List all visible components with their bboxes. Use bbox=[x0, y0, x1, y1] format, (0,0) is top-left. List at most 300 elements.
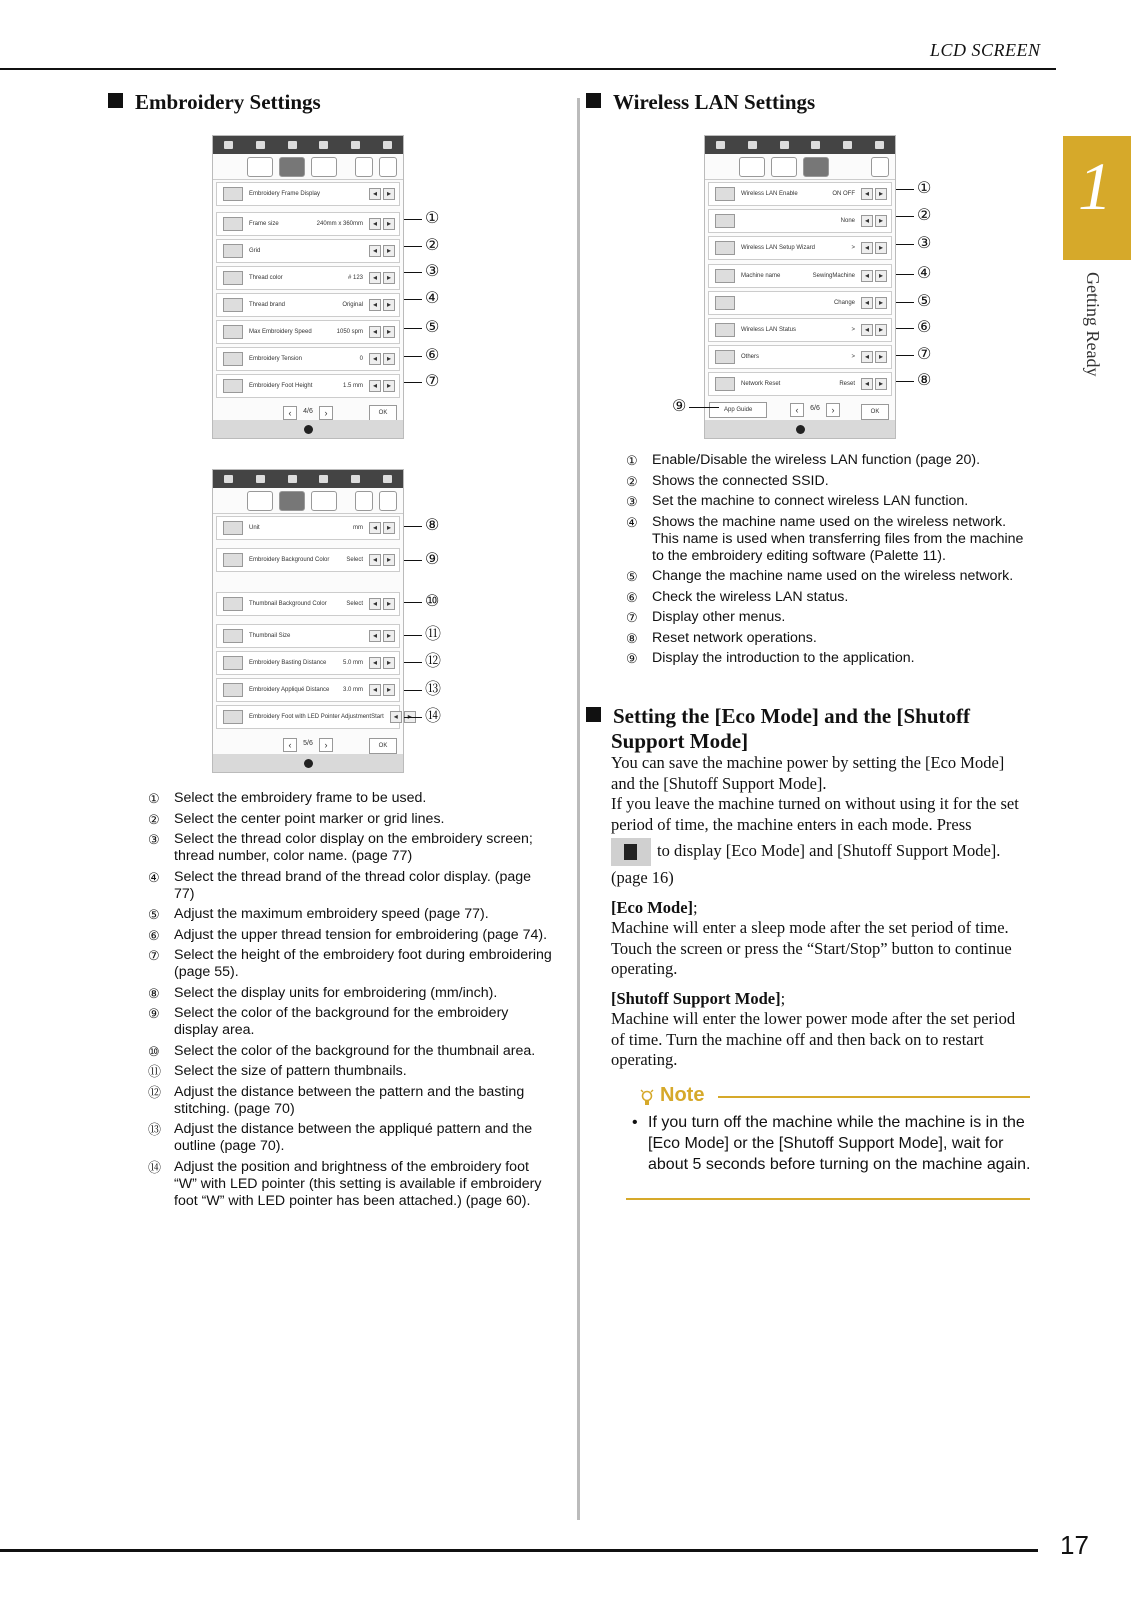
list-item bbox=[148, 831, 553, 865]
decrease-icon[interactable]: ◂ bbox=[369, 272, 381, 284]
callout-line bbox=[404, 272, 422, 273]
shutoff-subheading bbox=[611, 989, 785, 1010]
ok-button[interactable]: OK bbox=[369, 405, 397, 421]
callout-6 bbox=[404, 348, 439, 364]
increase-icon[interactable]: ▸ bbox=[383, 353, 395, 365]
list-item bbox=[148, 1121, 553, 1155]
chapter-title: Getting Ready bbox=[1083, 272, 1103, 377]
increase-icon[interactable]: ▸ bbox=[383, 657, 395, 669]
setting-controls bbox=[369, 218, 395, 230]
item-number: ⑨ bbox=[626, 651, 638, 666]
setting-controls bbox=[861, 270, 887, 282]
screen-footer bbox=[213, 420, 403, 438]
heading-bullet bbox=[108, 93, 123, 108]
increase-icon[interactable]: ▸ bbox=[383, 218, 395, 230]
callout-6 bbox=[404, 682, 441, 698]
header-rule bbox=[0, 68, 1056, 70]
subheading-text: [Shutoff Support Mode] bbox=[611, 989, 781, 1008]
increase-icon[interactable]: ▸ bbox=[383, 554, 395, 566]
list-item bbox=[148, 1084, 553, 1118]
note-top-rule bbox=[718, 1096, 1030, 1098]
setting-label: Embroidery Appliqué Distance bbox=[249, 687, 330, 693]
increase-icon[interactable]: ▸ bbox=[875, 215, 887, 227]
callout-1 bbox=[896, 181, 931, 197]
setting-label: Embroidery Frame Display bbox=[249, 191, 321, 197]
setting-icon bbox=[223, 553, 243, 567]
item-number: ⑤ bbox=[626, 569, 638, 584]
setting-row bbox=[708, 182, 892, 206]
help-icon bbox=[288, 475, 297, 483]
setting-row bbox=[216, 651, 400, 675]
item-number: ⑤ bbox=[148, 907, 160, 922]
setting-row bbox=[216, 293, 400, 317]
increase-icon[interactable]: ▸ bbox=[875, 297, 887, 309]
decrease-icon[interactable]: ◂ bbox=[369, 630, 381, 642]
decrease-icon[interactable]: ◂ bbox=[861, 270, 873, 282]
item-number: ⑭ bbox=[148, 1159, 162, 1175]
item-text: Select the color of the background for the embroidery display area. bbox=[174, 1005, 509, 1038]
embroidery-tab-icon[interactable] bbox=[279, 491, 305, 511]
decrease-icon[interactable]: ◂ bbox=[861, 242, 873, 254]
setting-value: 0 bbox=[359, 356, 363, 362]
thread-icon bbox=[319, 475, 328, 483]
decrease-icon[interactable]: ◂ bbox=[861, 215, 873, 227]
eco-page-ref: (page 16) bbox=[611, 868, 674, 887]
list-item bbox=[148, 811, 553, 828]
decrease-icon[interactable]: ◂ bbox=[369, 657, 381, 669]
page-number: 17 bbox=[1060, 1530, 1089, 1560]
decrease-icon[interactable]: ◂ bbox=[369, 554, 381, 566]
increase-icon[interactable]: ▸ bbox=[383, 684, 395, 696]
callout-line bbox=[896, 244, 914, 245]
setting-label: Machine name bbox=[741, 273, 781, 279]
list-item bbox=[148, 1005, 553, 1039]
increase-icon[interactable]: ▸ bbox=[875, 242, 887, 254]
callout-4 bbox=[896, 266, 931, 282]
item-number: ③ bbox=[626, 494, 638, 509]
chapter-number: 1 bbox=[1078, 148, 1112, 224]
ok-button[interactable]: OK bbox=[369, 738, 397, 754]
screen-toolbar bbox=[213, 136, 403, 154]
setting-row bbox=[216, 624, 400, 648]
decrease-icon[interactable]: ◂ bbox=[369, 245, 381, 257]
callout-9 bbox=[672, 399, 719, 415]
item-text: Reset network operations. bbox=[652, 629, 817, 646]
wireless-lan-list bbox=[626, 452, 1031, 671]
setting-controls bbox=[861, 351, 887, 363]
callout-number: ⑥ bbox=[425, 347, 440, 364]
callout-4 bbox=[404, 627, 441, 643]
heading-bullet bbox=[586, 707, 601, 722]
decrease-icon[interactable]: ◂ bbox=[861, 324, 873, 336]
screen-tab-icon[interactable] bbox=[379, 491, 397, 511]
setting-row bbox=[216, 266, 400, 290]
item-number: ⑧ bbox=[148, 985, 160, 1001]
screen-tabs bbox=[213, 154, 403, 180]
increase-icon[interactable]: ▸ bbox=[875, 270, 887, 282]
page-indicator: 6/6 bbox=[810, 405, 820, 412]
decrease-icon[interactable]: ◂ bbox=[861, 378, 873, 390]
setting-row bbox=[216, 320, 400, 344]
setting-icon bbox=[223, 325, 243, 339]
callout-3 bbox=[404, 264, 439, 280]
callout-line bbox=[404, 662, 422, 663]
item-number: ① bbox=[626, 453, 638, 468]
setting-icon bbox=[715, 214, 735, 228]
setting-controls bbox=[369, 380, 395, 392]
memo-icon bbox=[748, 141, 757, 149]
wifi-tab-icon[interactable] bbox=[311, 491, 337, 511]
decrease-icon[interactable]: ◂ bbox=[369, 380, 381, 392]
screen-toolbar bbox=[705, 136, 895, 154]
help-icon bbox=[780, 141, 789, 149]
increase-icon[interactable]: ▸ bbox=[383, 245, 395, 257]
setting-icon bbox=[223, 271, 243, 285]
setting-controls bbox=[861, 378, 887, 390]
settings-tab-icon[interactable] bbox=[355, 157, 373, 177]
callout-number: ① bbox=[917, 180, 932, 197]
setting-label: Embroidery Background Color bbox=[249, 557, 330, 563]
callout-line bbox=[896, 328, 914, 329]
screen-tab-icon[interactable] bbox=[871, 157, 889, 177]
callout-number: ⑬ bbox=[425, 681, 442, 698]
list-item bbox=[626, 493, 1031, 510]
item-text: Change the machine name used on the wireless network. bbox=[652, 568, 1014, 584]
list-item bbox=[626, 568, 1031, 585]
decrease-icon[interactable]: ◂ bbox=[861, 188, 873, 200]
setting-row bbox=[216, 592, 400, 616]
item-text: Check the wireless LAN status. bbox=[652, 588, 849, 605]
increase-icon[interactable]: ▸ bbox=[383, 272, 395, 284]
thread-icon bbox=[811, 141, 820, 149]
list-item bbox=[626, 473, 1031, 490]
setting-label: Network Reset bbox=[741, 381, 781, 387]
column-divider bbox=[577, 98, 580, 1520]
callout-line bbox=[896, 189, 914, 190]
wireless-lan-screen bbox=[704, 135, 896, 439]
callout-number: ⑤ bbox=[917, 293, 932, 310]
item-number: ③ bbox=[148, 832, 160, 847]
item-number: ④ bbox=[626, 514, 638, 530]
decrease-icon[interactable]: ◂ bbox=[369, 353, 381, 365]
setting-value: Original bbox=[342, 302, 363, 308]
setting-controls bbox=[861, 324, 887, 336]
setting-value: Start bbox=[371, 714, 384, 720]
subheading-punct: ; bbox=[780, 989, 786, 1008]
callout-number: ⑥ bbox=[917, 319, 932, 336]
list-item bbox=[148, 790, 553, 807]
lock-icon bbox=[351, 475, 360, 483]
heading-text: Wireless LAN Settings bbox=[613, 90, 816, 114]
item-text: Select the display units for embroidering (mm/inch). bbox=[174, 984, 498, 1001]
setting-controls bbox=[861, 188, 887, 200]
decrease-icon[interactable]: ◂ bbox=[369, 299, 381, 311]
prev-page-icon[interactable]: ‹ bbox=[283, 738, 297, 752]
decrease-icon[interactable]: ◂ bbox=[861, 351, 873, 363]
prev-page-icon[interactable]: ‹ bbox=[283, 406, 297, 420]
setting-icon bbox=[223, 244, 243, 258]
callout-line bbox=[404, 526, 422, 527]
item-text: Adjust the distance between the pattern and the basting stitching. (page 70) bbox=[174, 1083, 525, 1117]
setting-value: 240mm x 360mm bbox=[316, 221, 363, 227]
note-bottom-rule bbox=[626, 1198, 1030, 1200]
home-icon bbox=[383, 475, 392, 483]
item-number: ⑦ bbox=[626, 610, 638, 625]
setting-row bbox=[216, 239, 400, 263]
list-item bbox=[626, 650, 1031, 667]
embroidery-settings-screen-2 bbox=[212, 469, 404, 773]
callout-2 bbox=[404, 238, 439, 254]
setting-label: Thumbnail Background Color bbox=[249, 601, 327, 607]
setting-icon bbox=[223, 298, 243, 312]
note-body bbox=[632, 1112, 1032, 1175]
dot-icon bbox=[796, 425, 805, 434]
setting-row bbox=[708, 264, 892, 288]
list-item bbox=[626, 630, 1031, 647]
callout-4 bbox=[404, 291, 439, 307]
decrease-icon[interactable]: ◂ bbox=[369, 218, 381, 230]
callout-6 bbox=[896, 320, 931, 336]
note-lightbulb-icon bbox=[640, 1089, 654, 1107]
increase-icon[interactable]: ▸ bbox=[875, 378, 887, 390]
callout-line bbox=[896, 216, 914, 217]
increase-icon[interactable]: ▸ bbox=[875, 324, 887, 336]
item-text: Adjust the maximum embroidery speed (page 77). bbox=[174, 906, 489, 922]
item-text: Adjust the upper thread tension for embroidering (page 74). bbox=[174, 926, 548, 943]
setting-controls bbox=[369, 598, 395, 610]
setting-row bbox=[708, 209, 892, 233]
setting-controls bbox=[369, 684, 395, 696]
setting-controls bbox=[369, 326, 395, 338]
setting-value: Select bbox=[346, 601, 363, 607]
eco-mode-heading-2: Support Mode] bbox=[611, 729, 749, 753]
wifi-tab-icon[interactable] bbox=[803, 157, 829, 177]
increase-icon[interactable]: ▸ bbox=[875, 188, 887, 200]
setting-label: Frame size bbox=[249, 221, 279, 227]
embroidery-settings-heading bbox=[108, 90, 321, 115]
setting-value: None bbox=[840, 218, 855, 224]
setting-icon bbox=[223, 629, 243, 643]
setting-row bbox=[216, 548, 400, 572]
item-text: Select the thread color display on the embroidery screen; thread number, color name. (page 77) bbox=[174, 831, 533, 864]
eco-paragraph-1: You can save the machine power by setting the [Eco Mode] and the [Shutoff Support Mode]. bbox=[611, 753, 1005, 793]
list-item bbox=[148, 1043, 553, 1060]
setting-label: Grid bbox=[249, 248, 261, 254]
next-page-icon[interactable]: › bbox=[319, 738, 333, 752]
setting-icon bbox=[223, 683, 243, 697]
setting-icon bbox=[223, 379, 243, 393]
callout-5 bbox=[404, 320, 439, 336]
wifi-tab-icon[interactable] bbox=[311, 157, 337, 177]
callout-line bbox=[404, 246, 422, 247]
setting-icon bbox=[715, 377, 735, 391]
setting-value: mm bbox=[353, 525, 363, 531]
decrease-icon[interactable]: ◂ bbox=[369, 598, 381, 610]
setting-value: # 123 bbox=[347, 275, 363, 281]
callout-8 bbox=[896, 373, 931, 389]
setting-value: SewingMachine bbox=[812, 273, 855, 279]
heading-bullet bbox=[586, 93, 601, 108]
callout-number: ⑭ bbox=[425, 708, 442, 725]
setting-label: Embroidery Tension bbox=[249, 356, 302, 362]
increase-icon[interactable]: ▸ bbox=[383, 380, 395, 392]
setting-controls bbox=[369, 630, 395, 642]
setting-controls bbox=[369, 299, 395, 311]
increase-icon[interactable]: ▸ bbox=[383, 522, 395, 534]
setting-label: Wireless LAN Status bbox=[741, 327, 797, 333]
memo-icon bbox=[256, 475, 265, 483]
dot-icon bbox=[304, 759, 313, 768]
increase-icon[interactable]: ▸ bbox=[383, 188, 395, 200]
setting-value: Reset bbox=[839, 381, 855, 387]
item-number: ② bbox=[626, 473, 638, 489]
callout-number: ② bbox=[917, 207, 932, 224]
wifi-icon bbox=[224, 141, 233, 149]
thread-icon bbox=[319, 141, 328, 149]
embroidery-tab-icon[interactable] bbox=[771, 157, 797, 177]
heading-text: Setting the [Eco Mode] and the [Shutoff bbox=[613, 704, 970, 728]
setting-row bbox=[708, 291, 892, 315]
list-item bbox=[626, 609, 1031, 626]
setting-row bbox=[708, 318, 892, 342]
next-page-icon[interactable]: › bbox=[319, 406, 333, 420]
setting-value: > bbox=[851, 245, 855, 251]
callout-3 bbox=[896, 236, 931, 252]
eco-paragraph-2: If you leave the machine turned on without using it for the set period of time, the machine enters in each mode. Press bbox=[611, 794, 1019, 834]
dot-icon bbox=[304, 425, 313, 434]
setting-value: 3.0 mm bbox=[342, 687, 363, 693]
callout-number: ⑦ bbox=[917, 346, 932, 363]
eco-mode-text: Machine will enter a sleep mode after the set period of time. Touch the screen or press the “Start/Stop” button to continue operating. bbox=[611, 918, 1012, 978]
setting-row bbox=[708, 236, 892, 260]
setting-value: Select bbox=[346, 557, 363, 563]
callout-number: ④ bbox=[917, 265, 932, 282]
item-text: Select the height of the embroidery foot during embroidering (page 55). bbox=[174, 947, 552, 980]
increase-icon[interactable]: ▸ bbox=[383, 598, 395, 610]
item-number: ⑩ bbox=[148, 1043, 160, 1059]
help-icon bbox=[288, 141, 297, 149]
item-text: Set the machine to connect wireless LAN function. bbox=[652, 493, 969, 509]
decrease-icon[interactable]: ◂ bbox=[369, 326, 381, 338]
callout-line bbox=[404, 328, 422, 329]
setting-label: Unit bbox=[249, 525, 260, 531]
eco-mode-subheading bbox=[611, 898, 698, 919]
next-page-icon[interactable]: › bbox=[826, 403, 840, 417]
decrease-icon[interactable]: ◂ bbox=[861, 297, 873, 309]
sewing-tab-icon[interactable] bbox=[247, 157, 273, 177]
callout-line bbox=[404, 219, 422, 220]
increase-icon[interactable]: ▸ bbox=[383, 630, 395, 642]
screen-tab-icon[interactable] bbox=[379, 157, 397, 177]
list-item bbox=[626, 452, 1031, 469]
screen-footer bbox=[213, 754, 403, 772]
sewing-tab-icon[interactable] bbox=[247, 491, 273, 511]
item-number: ⑨ bbox=[148, 1006, 160, 1021]
callout-line bbox=[404, 602, 422, 603]
sewing-tab-icon[interactable] bbox=[739, 157, 765, 177]
eco-p3-text: to display [Eco Mode] and [Shutoff Support Mode]. bbox=[657, 840, 1001, 860]
list-item bbox=[148, 869, 553, 903]
section-header: LCD SCREEN bbox=[930, 40, 1041, 60]
settings-tab-icon[interactable] bbox=[355, 491, 373, 511]
lock-icon bbox=[351, 141, 360, 149]
callout-number: ⑨ bbox=[672, 398, 687, 415]
note-text: If you turn off the machine while the machine is in the [Eco Mode] or the [Shutoff Support Mode], wait for about 5 seconds before turning on the machine again. bbox=[648, 1114, 1031, 1173]
callout-number: ② bbox=[425, 237, 440, 254]
decrease-icon[interactable]: ◂ bbox=[369, 522, 381, 534]
setting-icon bbox=[715, 187, 735, 201]
setting-label: Thread color bbox=[249, 275, 283, 281]
callout-line bbox=[404, 690, 422, 691]
callout-1 bbox=[404, 518, 439, 534]
setting-label: Thread brand bbox=[249, 302, 286, 308]
callout-number: ⑧ bbox=[425, 517, 440, 534]
callout-number: ③ bbox=[917, 235, 932, 252]
increase-icon[interactable]: ▸ bbox=[875, 351, 887, 363]
setting-label: Wireless LAN Setup Wizard bbox=[741, 245, 816, 251]
setting-controls bbox=[861, 297, 887, 309]
decrease-icon[interactable]: ◂ bbox=[390, 711, 402, 723]
item-number: ⑥ bbox=[626, 589, 638, 605]
setting-label: Embroidery Foot with LED Pointer Adjustment bbox=[249, 714, 372, 720]
list-item bbox=[148, 927, 553, 944]
setting-label: Others bbox=[741, 354, 760, 360]
app-guide-button[interactable]: App Guide bbox=[709, 402, 767, 418]
increase-icon[interactable]: ▸ bbox=[383, 299, 395, 311]
setting-icon bbox=[715, 296, 735, 310]
setting-icon bbox=[223, 656, 243, 670]
prev-page-icon[interactable]: ‹ bbox=[790, 403, 804, 417]
setting-icon bbox=[223, 217, 243, 231]
setting-controls bbox=[369, 245, 395, 257]
callout-number: ⑨ bbox=[425, 551, 440, 568]
home-icon bbox=[383, 141, 392, 149]
page-indicator: 4/6 bbox=[303, 408, 313, 415]
callout-number: ⑫ bbox=[425, 653, 442, 670]
decrease-icon[interactable]: ◂ bbox=[369, 684, 381, 696]
item-text: Display the introduction to the application. bbox=[652, 650, 915, 666]
setting-label: Embroidery Basting Distance bbox=[249, 660, 327, 666]
callout-number: ⑧ bbox=[917, 372, 932, 389]
callout-line bbox=[404, 356, 422, 357]
home-icon bbox=[875, 141, 884, 149]
setting-controls bbox=[861, 215, 887, 227]
decrease-icon[interactable]: ◂ bbox=[369, 188, 381, 200]
setting-icon bbox=[223, 710, 243, 724]
setting-row bbox=[216, 374, 400, 398]
setting-controls bbox=[369, 522, 395, 534]
setting-icon bbox=[223, 597, 243, 611]
item-text: Display other menus. bbox=[652, 609, 786, 625]
list-item bbox=[148, 1063, 553, 1080]
setting-row bbox=[216, 516, 400, 540]
setting-controls bbox=[369, 353, 395, 365]
callout-line bbox=[896, 355, 914, 356]
screen-tabs bbox=[213, 488, 403, 514]
increase-icon[interactable]: ▸ bbox=[383, 326, 395, 338]
ok-button[interactable]: OK bbox=[861, 404, 889, 420]
embroidery-tab-icon[interactable] bbox=[279, 157, 305, 177]
setting-row bbox=[708, 372, 892, 396]
callout-number: ⑤ bbox=[425, 319, 440, 336]
setting-icon bbox=[223, 352, 243, 366]
setting-icon bbox=[223, 187, 243, 201]
item-text: Select the thread brand of the thread color display. (page 77) bbox=[174, 868, 532, 902]
callout-line bbox=[404, 299, 422, 300]
callout-number: ⑦ bbox=[425, 373, 440, 390]
setting-icon bbox=[715, 269, 735, 283]
callout-line bbox=[404, 635, 422, 636]
